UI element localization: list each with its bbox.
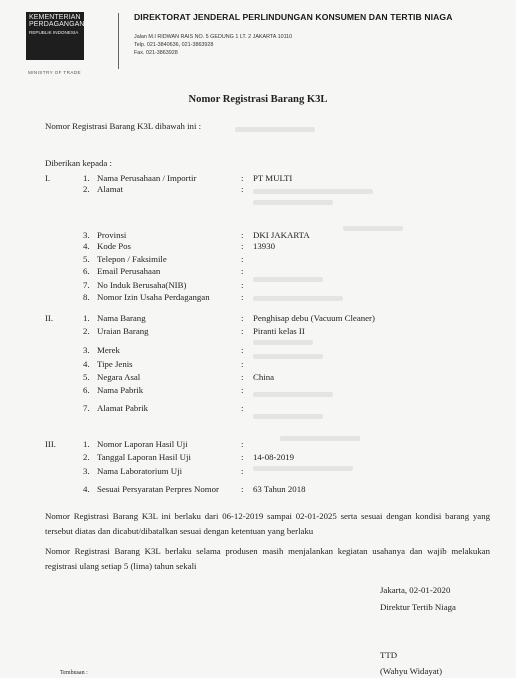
field-value: China [253,372,275,382]
logo-subtitle: MINISTRY OF TRADE [28,70,81,75]
field-label: Nama Perusahaan / Importir [97,173,197,183]
field-number: 1. [83,313,90,323]
redacted-field [253,414,323,419]
field-number: 6. [83,266,90,276]
field-number: 6. [83,385,90,395]
field-colon: : [241,292,244,302]
section-1-numeral: I. [45,173,51,183]
field-colon: : [241,439,244,449]
field-number: 1. [83,439,90,449]
place-date: Jakarta, 02-01-2020 [380,585,451,595]
reregistration-paragraph: Nomor Registrasi Barang K3L berlaku selama produsen masih menjalankan kegiatan usahanya dan wajib melakukan registrasi ulang setiap 5 (lima) tahun sekali [45,546,490,571]
redacted-field [253,277,323,282]
letterhead [134,12,453,58]
field-number: 2. [83,326,90,336]
field-colon: : [241,452,244,462]
field-label: Provinsi [97,230,127,240]
validity-paragraph: Nomor Registrasi Barang K3L ini berlaku dari 06-12-2019 sampai 02-01-2025 serta sesuai dengan kondisi barang yang tersebut diatas dan dicabut/dibatalkan sesuai dengan ketentuan yang berlaku [45,511,490,536]
org-address: Jalan M.I RIDWAN RAIS NO. 5 GEDUNG 1 LT. 2 JAKARTA 10110 Telp. 021-3840636, 021-3863928 Fax. 021-3863928 [134,34,293,57]
field-label: Nama Laboratorium Uji [97,466,183,476]
redacted-field [280,436,360,441]
field-value: PT MULTI [253,173,293,183]
field-label: Negara Asal [97,372,141,382]
field-value: Penghisap debu (Vacuum Cleaner) [253,313,375,323]
field-number: 7. [83,280,90,290]
logo-box: KEMENTERIAN PERDAGANGAN REPUBLIK INDONESIA [26,12,84,60]
field-number: 4. [83,359,90,369]
field-label: Tanggal Laporan Hasil Uji [97,452,191,462]
field-number: 2. [83,184,90,194]
redacted-field [343,226,403,231]
field-number: 5. [83,254,90,264]
signer-title: Direktur Tertib Niaga [380,602,456,612]
field-colon: : [241,266,244,276]
field-value: 63 Tahun 2018 [253,484,306,494]
field-number: 3. [83,345,90,355]
field-value: 14-08-2019 [253,452,295,462]
signer-name: (Wahyu Widayat) [380,666,443,676]
document-title: Nomor Registrasi Barang K3L [188,94,328,105]
field-value: DKI JAKARTA [253,230,310,240]
field-colon: : [241,254,244,264]
ministry-logo [26,12,104,75]
field-label: Nama Barang [97,313,146,323]
field-colon: : [241,345,244,355]
field-colon: : [241,385,244,395]
redacted-field [253,466,353,471]
redacted-field [253,200,333,205]
field-label: Uraian Barang [97,326,149,336]
field-label: Email Perusahaan [97,266,161,276]
field-colon: : [241,484,244,494]
field-number: 8. [83,292,90,302]
intro-text: Nomor Registrasi Barang K3L dibawah ini : [45,121,202,131]
field-label: Nomor Izin Usaha Perdagangan [97,292,210,302]
redacted-field [253,392,333,397]
section-3-numeral: III. [45,439,56,449]
redacted-field [253,340,313,345]
field-colon: : [241,313,244,323]
field-label: Sesuai Persyaratan Perpres Nomor [97,484,219,494]
field-colon: : [241,230,244,240]
field-label: Merek [97,345,120,355]
field-colon: : [241,280,244,290]
org-name: DIREKTORAT JENDERAL PERLINDUNGAN KONSUMEN DAN TERTIB NIAGA [134,12,453,22]
redacted-field [253,354,323,359]
field-colon: : [241,372,244,382]
field-colon: : [241,403,244,413]
redacted-field [253,296,343,301]
field-number: 5. [83,372,90,382]
field-number: 3. [83,230,90,240]
redacted-number [235,127,315,132]
field-number: 4. [83,484,90,494]
field-number: 1. [83,173,90,183]
field-label: Nama Pabrik [97,385,144,395]
redacted-field [253,189,373,194]
field-value: 13930 [253,241,275,251]
field-colon: : [241,241,244,251]
field-label: Kode Pos [97,241,131,251]
field-colon: : [241,466,244,476]
field-label: Tipe Jenis [97,359,133,369]
field-number: 4. [83,241,90,251]
field-number: 7. [83,403,90,413]
field-label: Alamat Pabrik [97,403,149,413]
cc-label: Tembusan : [60,670,88,676]
field-value: Piranti kelas II [253,326,305,336]
field-label: No Induk Berusaha(NIB) [97,280,187,290]
field-colon: : [241,359,244,369]
field-colon: : [241,173,244,183]
field-colon: : [241,184,244,194]
field-colon: : [241,326,244,336]
field-number: 2. [83,452,90,462]
field-label: Alamat [97,184,123,194]
field-number: 3. [83,466,90,476]
ttd-label: TTD [380,650,398,660]
field-label: Telepon / Faksimile [97,254,167,264]
field-label: Nomor Laporan Hasil Uji [97,439,188,449]
given-to-text: Diberikan kepada : [45,158,112,168]
section-2-numeral: II. [45,313,54,323]
header-divider [118,13,119,69]
